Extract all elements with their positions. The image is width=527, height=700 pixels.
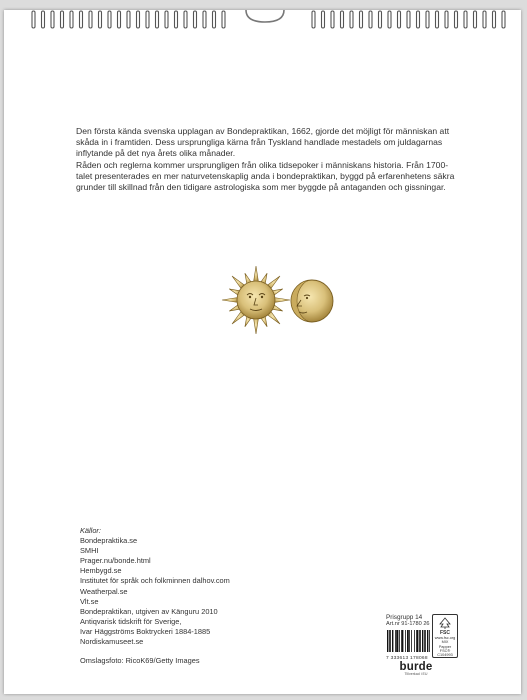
spiral-coil	[42, 11, 45, 28]
intro-paragraph: Råden och reglerna kommer ursprungligen från olika tidsepoker i människans historia. Från 1700-talet presenterades en mer naturvetenskaplig anda i bondepraktikan, byggd på erfarenhetens säkra grunder till skillnad från den tidigare astrologiska som mer byggde på antaganden och gissningar.	[76, 159, 455, 193]
barcode-bar	[411, 630, 412, 652]
barcode-bar	[417, 630, 418, 652]
spiral-coil	[360, 11, 363, 28]
source-item: Hembygd.se	[80, 566, 122, 576]
barcode-bar	[425, 630, 426, 652]
spiral-coil	[445, 11, 448, 28]
barcode-bar	[416, 630, 417, 652]
spiral-coil	[464, 11, 467, 28]
spiral-coil	[407, 11, 410, 28]
article-number: Art.nr 91-1780 26	[386, 621, 430, 627]
photo-credit: Omslagsfoto: RicoK69/Getty Images	[80, 656, 200, 665]
barcode-bar	[408, 630, 409, 652]
calendar-back-page	[4, 10, 521, 694]
spiral-coil	[89, 11, 92, 28]
spiral-coil	[137, 11, 140, 28]
spiral-coil	[32, 11, 35, 28]
spiral-coil	[388, 11, 391, 28]
spiral-coil	[175, 11, 178, 28]
price-group: Prisgrupp 14	[386, 614, 423, 621]
spiral-coil	[426, 11, 429, 28]
barcode-bar	[414, 630, 415, 652]
fsc-code: FSC® C104993	[437, 649, 453, 658]
spiral-coil	[455, 11, 458, 28]
sun-icon	[222, 266, 290, 334]
source-item: Vlt.se	[80, 596, 99, 606]
sources-list	[80, 526, 300, 647]
spiral-coil	[165, 11, 168, 28]
fsc-site: www.fsc.org	[434, 635, 456, 640]
source-item: Weatherpal.se	[80, 586, 128, 596]
ean-number: 7 333613 178068	[386, 656, 428, 661]
barcode-bar	[389, 630, 390, 652]
spiral-coil	[222, 11, 225, 28]
right-spiral-binding	[308, 10, 508, 32]
left-spiral-binding	[28, 10, 228, 32]
source-item: Prager.nu/bonde.html	[80, 556, 151, 566]
spiral-coil	[51, 11, 54, 28]
spiral-coil	[156, 11, 159, 28]
barcode-bar	[401, 630, 402, 652]
barcode-bar	[395, 630, 396, 652]
spiral-coil	[493, 11, 496, 28]
barcode-bar	[419, 630, 420, 652]
barcode-bar	[390, 630, 391, 652]
barcode-bar	[420, 630, 421, 652]
barcode-bar	[397, 630, 398, 652]
barcode-bar	[392, 630, 393, 652]
fsc-paper: Papper	[438, 644, 452, 649]
barcode-bar	[427, 630, 428, 652]
spiral-coil	[108, 11, 111, 28]
barcode	[386, 630, 432, 652]
sun-moon-emblem	[218, 262, 346, 338]
spiral-coil	[203, 11, 206, 28]
spiral-coil	[127, 11, 130, 28]
spiral-coil	[483, 11, 486, 28]
spiral-coil	[436, 11, 439, 28]
moon-icon	[291, 280, 333, 322]
source-item: Bondepraktika.se	[80, 536, 138, 546]
spiral-coil	[474, 11, 477, 28]
barcode-bar	[422, 630, 423, 652]
fsc-mix: MIX	[441, 640, 449, 645]
spiral-coil	[341, 11, 344, 28]
brand-logo: burde	[399, 661, 433, 673]
hanger-hook	[244, 10, 286, 24]
spiral-coil	[331, 11, 334, 28]
fsc-tree-icon	[438, 617, 452, 629]
intro-paragraph: Den första kända svenska upplagan av Bondepraktikan, 1662, gjorde det möjligt för människan att skåda in i framtiden. Dess ursprungliga kärna från Tyskland handlade mestadels om juldagarnas inflytande på det nya årets olika månader.	[76, 126, 450, 159]
spiral-coil	[398, 11, 401, 28]
source-item: Bondepraktikan, utgiven av Känguru 2010	[80, 606, 218, 616]
source-item: Ivar Häggströms Boktryckeri 1884-1885	[80, 626, 211, 636]
spiral-coil	[417, 11, 420, 28]
barcode-bar	[402, 630, 403, 652]
source-item: Nordiskamuseet.se	[80, 637, 144, 647]
spiral-coil	[184, 11, 187, 28]
fsc-title: FSC	[440, 630, 450, 637]
spiral-coil	[194, 11, 197, 28]
barcode-bar	[429, 630, 430, 652]
spiral-coil	[350, 11, 353, 28]
barcode-bar	[405, 630, 406, 652]
barcode-bar	[396, 630, 397, 652]
fsc-label	[432, 614, 458, 658]
intro-text	[76, 126, 456, 193]
sun-ray	[274, 298, 290, 303]
spiral-coil	[312, 11, 315, 28]
barcode-bar	[399, 630, 400, 652]
spiral-coil	[379, 11, 382, 28]
source-item: SMHI	[80, 546, 99, 556]
sun-ray	[254, 266, 259, 282]
spiral-coil	[61, 11, 64, 28]
sun-ray	[222, 298, 238, 303]
barcode-bar	[409, 630, 410, 652]
source-item: Institutet för språk och folkminnen dalhov.com	[80, 576, 230, 586]
sun-ray	[254, 318, 259, 334]
sources-heading: Källor:	[80, 526, 101, 535]
spiral-coil	[118, 11, 121, 28]
spiral-coil	[80, 11, 83, 28]
source-item: Antiqvarisk tidskrift för Sverige,	[80, 616, 182, 626]
spiral-coil	[213, 11, 216, 28]
brand-subtitle: Tillverkad i EU	[404, 672, 428, 676]
spiral-coil	[322, 11, 325, 28]
spiral-coil	[502, 11, 505, 28]
spiral-coil	[146, 11, 149, 28]
spiral-coil	[70, 11, 73, 28]
barcode-bar	[387, 630, 388, 652]
barcode-bar	[424, 630, 425, 652]
spiral-coil	[99, 11, 102, 28]
spiral-coil	[369, 11, 372, 28]
